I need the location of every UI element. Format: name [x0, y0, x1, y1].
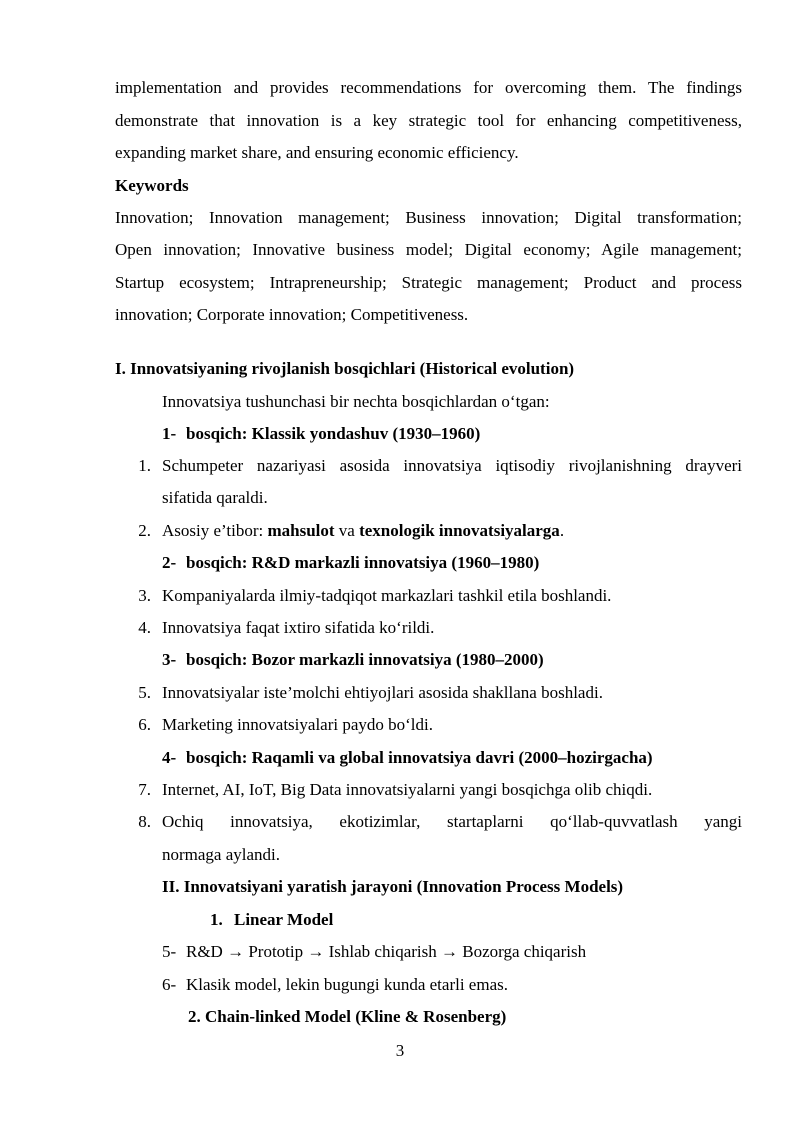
- abstract-line: expanding market share, and ensuring economic efficiency.: [115, 143, 519, 162]
- list-number: 2.: [138, 521, 151, 540]
- list-text: Marketing innovatsiyalari paydo bo‘ldi.: [162, 715, 433, 734]
- page-number: 3: [395, 1041, 405, 1060]
- stage-title: bosqich: R&D markazli innovatsiya (1960–1980): [186, 553, 540, 572]
- list-number: 5-: [162, 942, 177, 961]
- subsection-title: Linear Model: [234, 910, 334, 929]
- list-number: 8.: [138, 812, 151, 831]
- keywords-line: Innovation; Innovation management; Business innovation; Digital transformation;: [115, 208, 742, 227]
- abstract-line: demonstrate that innovation is a key strategic tool for enhancing competitiveness,: [115, 111, 742, 130]
- list-number: 6.: [138, 715, 151, 734]
- list-text: Kompaniyalarda ilmiy-tadqiqot markazlari tashkil etila boshlandi.: [162, 586, 612, 605]
- list-text: R&D → Prototip → Ishlab chiqarish → Bozorga chiqarish: [186, 942, 587, 961]
- list-text: Schumpeter nazariyasi asosida innovatsiya iqtisodiy rivojlanishning drayveri: [162, 456, 742, 475]
- emphasis-text: texnologik innovatsiyalarga: [359, 521, 560, 540]
- list-number: 6-: [162, 975, 177, 994]
- keywords-heading: Keywords: [115, 176, 189, 195]
- section-intro: Innovatsiya tushunchasi bir nechta bosqichlardan o‘tgan:: [162, 392, 550, 411]
- subsection-number: 1.: [210, 910, 223, 929]
- list-number: 5.: [138, 683, 151, 702]
- stage-title: bosqich: Raqamli va global innovatsiya davri (2000–hozirgacha): [186, 748, 653, 767]
- keywords-line: Startup ecosystem; Intrapreneurship; Strategic management; Product and process: [115, 273, 742, 292]
- list-number: 3.: [138, 586, 151, 605]
- list-text: Klasik model, lekin bugungi kunda etarli emas.: [186, 975, 508, 994]
- list-text: Innovatsiya faqat ixtiro sifatida ko‘rildi.: [162, 618, 435, 637]
- list-text-continued: normaga aylandi.: [162, 845, 281, 864]
- list-text: Ochiq innovatsiya, ekotizimlar, startaplarni qo‘llab-quvvatlash yangi: [162, 812, 742, 831]
- list-text-continued: sifatida qaraldi.: [162, 488, 268, 507]
- stage-number: 3-: [162, 650, 177, 669]
- stage-number: 4-: [162, 748, 177, 767]
- list-text: Internet, AI, IoT, Big Data innovatsiyalarni yangi bosqichga olib chiqdi.: [162, 780, 653, 799]
- list-number: 1.: [138, 456, 151, 475]
- list-number: 4.: [138, 618, 151, 637]
- list-number: 7.: [138, 780, 151, 799]
- subsection-heading: 2. Chain-linked Model (Kline & Rosenberg): [188, 1007, 507, 1026]
- stage-title: bosqich: Klassik yondashuv (1930–1960): [186, 424, 481, 443]
- stage-number: 1-: [162, 424, 177, 443]
- stage-title: bosqich: Bozor markazli innovatsiya (1980–2000): [186, 650, 544, 669]
- list-text: Innovatsiyalar iste’molchi ehtiyojlari asosida shakllana boshladi.: [162, 683, 603, 702]
- emphasis-text: mahsulot: [267, 521, 335, 540]
- section-heading: I. Innovatsiyaning rivojlanish bosqichlari (Historical evolution): [115, 359, 575, 378]
- abstract-line: implementation and provides recommendations for overcoming them. The findings: [115, 78, 742, 97]
- section-heading: II. Innovatsiyani yaratish jarayoni (Innovation Process Models): [162, 877, 624, 896]
- keywords-line: Open innovation; Innovative business model; Digital economy; Agile management;: [115, 240, 742, 259]
- stage-number: 2-: [162, 553, 177, 572]
- list-text: Asosiy e’tibor: mahsulot va texnologik innovatsiyalarga.: [162, 521, 565, 540]
- keywords-line: innovation; Corporate innovation; Competitiveness.: [115, 305, 469, 324]
